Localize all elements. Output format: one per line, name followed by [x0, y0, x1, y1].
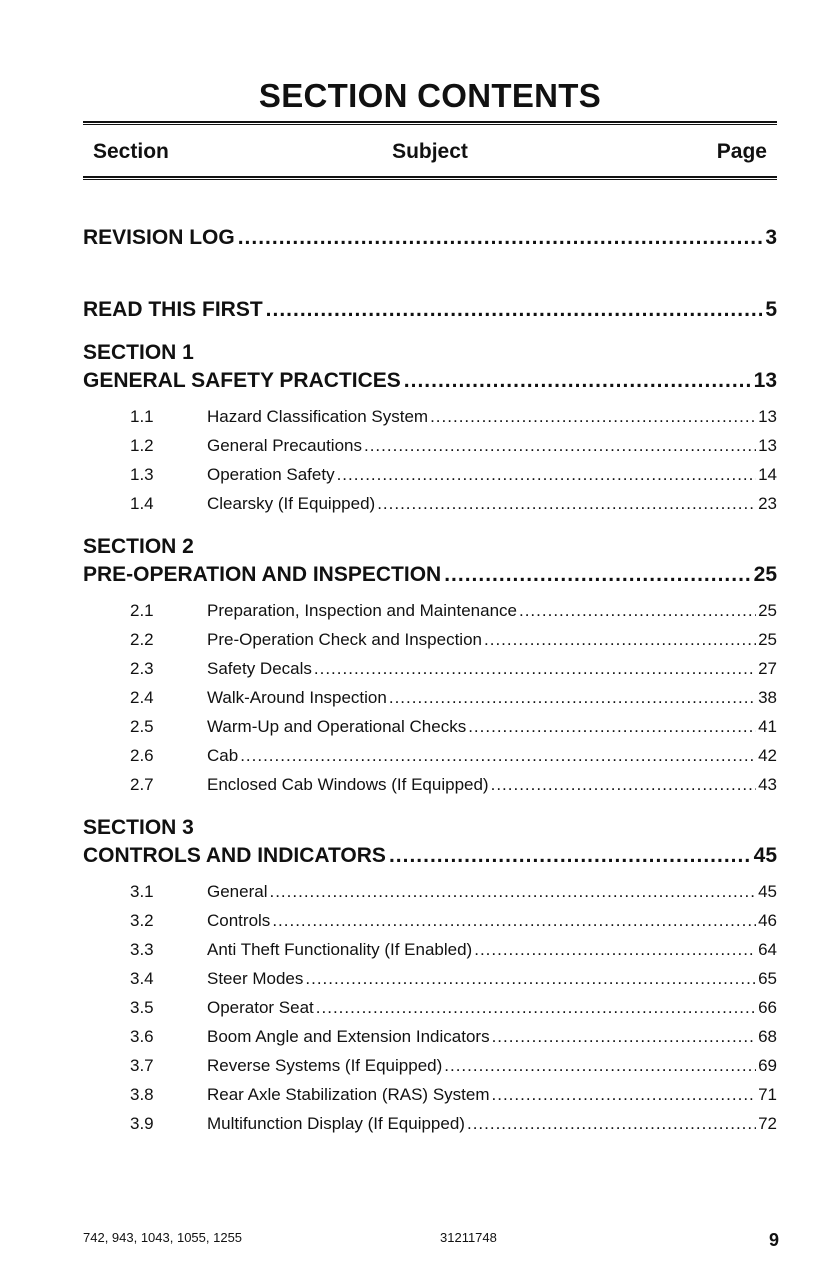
dot-leader — [377, 494, 756, 514]
footer-page-number: 9 — [768, 1230, 779, 1250]
dot-leader — [389, 688, 756, 708]
subentry-page: 64 — [758, 940, 777, 959]
subentry-page: 13 — [758, 436, 777, 455]
subentry-number: 3.2 — [130, 911, 154, 930]
subentry-page: 25 — [758, 630, 777, 649]
subentry-number: 2.4 — [130, 688, 154, 707]
subentry-page: 71 — [758, 1085, 777, 1104]
subentry-label: Cab — [207, 746, 239, 765]
subentry-label: General Precautions — [207, 436, 362, 455]
subentry-page: 43 — [758, 775, 777, 794]
toc-subentry-3-3[interactable] — [130, 940, 777, 964]
subentry-page: 69 — [758, 1056, 777, 1075]
subentry-page: 65 — [758, 969, 777, 988]
toc-entry-label: CONTROLS AND INDICATORS — [83, 844, 386, 867]
toc-entry-section-2[interactable] — [83, 563, 777, 591]
subentry-label: Hazard Classification System — [207, 407, 429, 426]
dot-leader — [364, 436, 756, 456]
subentry-label: Pre-Operation Check and Inspection — [207, 630, 482, 649]
subentry-number: 3.5 — [130, 998, 154, 1017]
subentry-number: 2.6 — [130, 746, 154, 765]
toc-entry-page: 13 — [753, 369, 777, 392]
subentry-page: 66 — [758, 998, 777, 1017]
toc-subentry-2-2[interactable] — [130, 630, 777, 654]
subentry-page: 13 — [758, 407, 777, 426]
section-3-heading: SECTION 3 — [83, 816, 194, 839]
section-1-heading: SECTION 1 — [83, 341, 194, 364]
subentry-number: 1.2 — [130, 436, 154, 455]
dot-leader — [404, 369, 751, 393]
footer-part-number: 31211748 — [440, 1230, 497, 1245]
section-2-heading: SECTION 2 — [83, 535, 194, 558]
subentry-page: 38 — [758, 688, 777, 707]
toc-subentry-2-5[interactable] — [130, 717, 777, 741]
dot-leader — [266, 298, 763, 322]
toc-entry-page: 5 — [765, 298, 777, 321]
subentry-number: 1.1 — [130, 407, 154, 426]
dot-leader — [305, 969, 756, 989]
toc-subentry-2-6[interactable] — [130, 746, 777, 770]
page-title: SECTION CONTENTS — [258, 77, 602, 114]
dot-leader — [444, 563, 750, 587]
dot-leader — [467, 1114, 756, 1134]
toc-subentry-2-4[interactable] — [130, 688, 777, 712]
dot-leader — [492, 1027, 757, 1047]
subentry-number: 2.7 — [130, 775, 154, 794]
subentry-number: 3.8 — [130, 1085, 154, 1104]
toc-entry-label: PRE-OPERATION AND INSPECTION — [83, 563, 442, 586]
column-header-section: Section — [93, 140, 169, 163]
subentry-number: 2.5 — [130, 717, 154, 736]
header-rule-bottom — [83, 176, 777, 180]
dot-leader — [484, 630, 756, 650]
column-header-subject: Subject — [392, 140, 468, 163]
subentry-page: 23 — [758, 494, 777, 513]
toc-entry-revision-log[interactable] — [83, 226, 777, 254]
subentry-number: 3.6 — [130, 1027, 154, 1046]
toc-entry-label: REVISION LOG — [83, 226, 235, 249]
toc-subentry-2-1[interactable] — [130, 601, 777, 625]
toc-subentry-1-1[interactable] — [130, 407, 777, 431]
subentry-label: Warm-Up and Operational Checks — [207, 717, 467, 736]
dot-leader — [269, 882, 756, 902]
subentry-label: Anti Theft Functionality (If Enabled) — [207, 940, 473, 959]
toc-entry-read-this-first[interactable] — [83, 298, 777, 326]
subentry-label: Operation Safety — [207, 465, 335, 484]
footer-models: 742, 943, 1043, 1055, 1255 — [83, 1230, 243, 1245]
dot-leader — [337, 465, 757, 485]
subentry-number: 2.2 — [130, 630, 154, 649]
dot-leader — [272, 911, 756, 931]
toc-subentry-2-3[interactable] — [130, 659, 777, 683]
toc-subentry-3-2[interactable] — [130, 911, 777, 935]
dot-leader — [238, 226, 763, 250]
subentry-number: 1.4 — [130, 494, 154, 513]
toc-subentry-3-9[interactable] — [130, 1114, 777, 1138]
subentry-label: Reverse Systems (If Equipped) — [207, 1056, 443, 1075]
subentry-page: 72 — [758, 1114, 777, 1133]
subentry-number: 2.1 — [130, 601, 154, 620]
toc-entry-page: 25 — [753, 563, 777, 586]
subentry-page: 45 — [758, 882, 777, 901]
toc-subentry-3-7[interactable] — [130, 1056, 777, 1080]
dot-leader — [491, 775, 756, 795]
toc-subentry-3-8[interactable] — [130, 1085, 777, 1109]
toc-subentry-3-5[interactable] — [130, 998, 777, 1022]
dot-leader — [519, 601, 756, 621]
dot-leader — [389, 844, 751, 868]
subentry-page: 25 — [758, 601, 777, 620]
subentry-number: 1.3 — [130, 465, 154, 484]
header-rule-top — [83, 121, 777, 125]
dot-leader — [444, 1056, 756, 1076]
column-header-page: Page — [716, 140, 767, 163]
subentry-page: 68 — [758, 1027, 777, 1046]
subentry-page: 41 — [758, 717, 777, 736]
toc-subentry-1-2[interactable] — [130, 436, 777, 460]
subentry-label: Controls — [207, 911, 271, 930]
subentry-label: Clearsky (If Equipped) — [207, 494, 376, 513]
dot-leader — [314, 659, 756, 679]
subentry-page: 14 — [758, 465, 777, 484]
toc-entry-section-1[interactable] — [83, 369, 777, 397]
toc-entry-label: GENERAL SAFETY PRACTICES — [83, 369, 401, 392]
toc-entry-section-3[interactable] — [83, 844, 777, 872]
subentry-page: 27 — [758, 659, 777, 678]
subentry-label: Operator Seat — [207, 998, 314, 1017]
subentry-label: Preparation, Inspection and Maintenance — [207, 601, 517, 620]
toc-entry-page: 3 — [765, 226, 777, 249]
subentry-label: Steer Modes — [207, 969, 304, 988]
dot-leader — [474, 940, 756, 960]
subentry-label: Walk-Around Inspection — [207, 688, 387, 707]
toc-subentry-2-7[interactable] — [130, 775, 777, 799]
toc-entry-page: 45 — [753, 844, 777, 867]
subentry-number: 3.3 — [130, 940, 154, 959]
toc-subentry-3-4[interactable] — [130, 969, 777, 993]
toc-entry-label: READ THIS FIRST — [83, 298, 263, 321]
subentry-label: Safety Decals — [207, 659, 312, 678]
toc-subentry-1-3[interactable] — [130, 465, 777, 489]
toc-subentry-3-1[interactable] — [130, 882, 777, 906]
subentry-page: 46 — [758, 911, 777, 930]
subentry-number: 3.7 — [130, 1056, 154, 1075]
subentry-number: 3.9 — [130, 1114, 154, 1133]
dot-leader — [316, 998, 756, 1018]
subentry-page: 42 — [758, 746, 777, 765]
subentry-label: General — [207, 882, 268, 901]
subentry-label: Rear Axle Stabilization (RAS) System — [207, 1085, 490, 1104]
column-header-row — [83, 140, 777, 170]
subentry-label: Multifunction Display (If Equipped) — [207, 1114, 465, 1133]
subentry-number: 3.1 — [130, 882, 154, 901]
subentry-label: Boom Angle and Extension Indicators — [207, 1027, 490, 1046]
dot-leader — [430, 407, 756, 427]
toc-subentry-1-4[interactable] — [130, 494, 777, 518]
subentry-number: 3.4 — [130, 969, 154, 988]
dot-leader — [240, 746, 756, 766]
toc-subentry-3-6[interactable] — [130, 1027, 777, 1051]
dot-leader — [468, 717, 756, 737]
dot-leader — [492, 1085, 757, 1105]
subentry-number: 2.3 — [130, 659, 154, 678]
subentry-label: Enclosed Cab Windows (If Equipped) — [207, 775, 489, 794]
